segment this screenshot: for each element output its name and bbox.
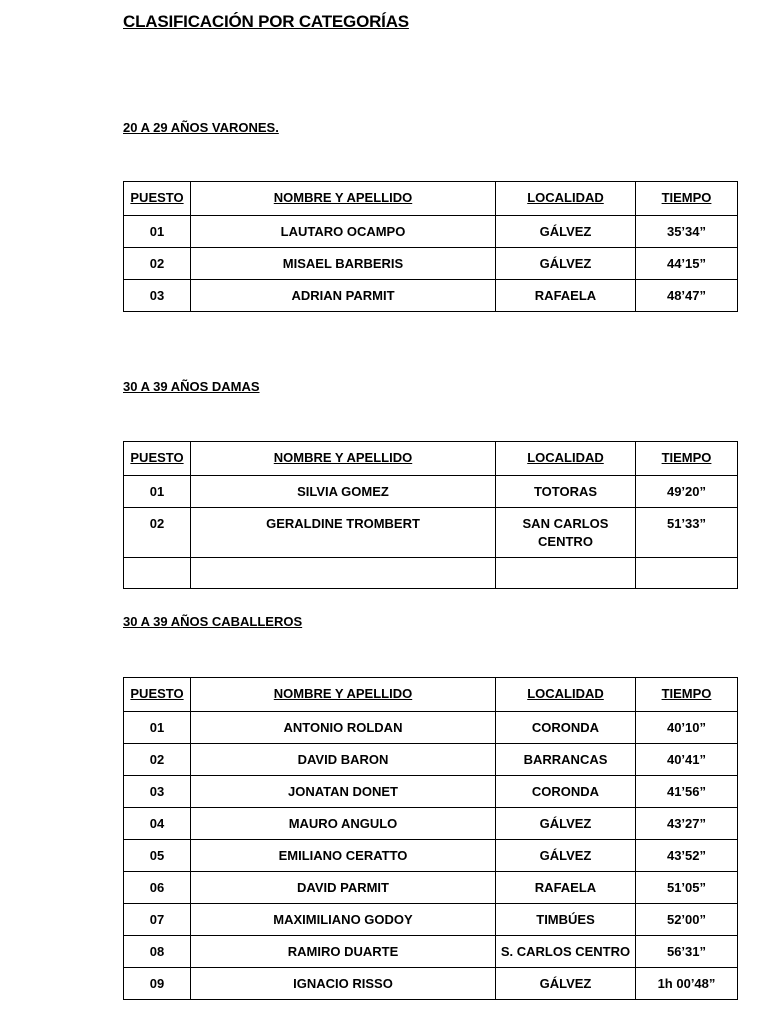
cell-nombre: MAXIMILIANO GODOY <box>191 904 496 936</box>
cell-localidad: TIMBÚES <box>496 904 636 936</box>
cell-nombre: IGNACIO RISSO <box>191 968 496 1000</box>
page-title: CLASIFICACIÓN POR CATEGORÍAS <box>123 12 409 31</box>
cell-nombre: DAVID PARMIT <box>191 872 496 904</box>
cell-localidad: GÁLVEZ <box>496 808 636 840</box>
cell-localidad: GÁLVEZ <box>496 216 636 248</box>
section-title-30-39-damas: 30 A 39 AÑOS DAMAS <box>123 379 260 394</box>
cell-localidad <box>496 558 636 589</box>
table-row <box>124 968 738 1000</box>
column-header-puesto: PUESTO <box>124 442 191 476</box>
cell-localidad: BARRANCAS <box>496 744 636 776</box>
cell-puesto: 01 <box>124 712 191 744</box>
cell-tiempo: 44’15” <box>636 248 738 280</box>
cell-localidad: CORONDA <box>496 712 636 744</box>
column-header-tiempo: TIEMPO <box>636 678 738 712</box>
cell-nombre: JONATAN DONET <box>191 776 496 808</box>
cell-nombre: ADRIAN PARMIT <box>191 280 496 312</box>
cell-puesto: 01 <box>124 476 191 508</box>
cell-localidad: TOTORAS <box>496 476 636 508</box>
cell-puesto: 03 <box>124 280 191 312</box>
table-row <box>124 936 738 968</box>
cell-nombre: RAMIRO DUARTE <box>191 936 496 968</box>
table-row <box>124 808 738 840</box>
table-row-empty <box>124 558 738 589</box>
cell-localidad: S. CARLOS CENTRO <box>496 936 636 968</box>
cell-localidad: GÁLVEZ <box>496 840 636 872</box>
cell-nombre <box>191 558 496 589</box>
cell-tiempo: 43’52” <box>636 840 738 872</box>
column-header-puesto: PUESTO <box>124 678 191 712</box>
table-row <box>124 280 738 312</box>
cell-localidad: SAN CARLOS CENTRO <box>496 508 636 558</box>
cell-localidad: CORONDA <box>496 776 636 808</box>
cell-localidad: GÁLVEZ <box>496 968 636 1000</box>
table-row <box>124 216 738 248</box>
table-row <box>124 476 738 508</box>
table-header-row <box>124 678 738 712</box>
cell-tiempo: 56’31” <box>636 936 738 968</box>
cell-tiempo: 1h 00’48” <box>636 968 738 1000</box>
cell-nombre: ANTONIO ROLDAN <box>191 712 496 744</box>
table-header-row <box>124 182 738 216</box>
cell-puesto: 04 <box>124 808 191 840</box>
cell-puesto: 05 <box>124 840 191 872</box>
section-title-30-39-caballeros: 30 A 39 AÑOS CABALLEROS <box>123 614 303 629</box>
results-table-30-39-damas <box>123 441 738 589</box>
column-header-localidad: LOCALIDAD <box>496 182 636 216</box>
cell-tiempo: 40’10” <box>636 712 738 744</box>
cell-localidad: RAFAELA <box>496 280 636 312</box>
cell-localidad: GÁLVEZ <box>496 248 636 280</box>
cell-tiempo: 48’47” <box>636 280 738 312</box>
cell-puesto: 06 <box>124 872 191 904</box>
column-header-tiempo: TIEMPO <box>636 182 738 216</box>
cell-nombre: LAUTARO OCAMPO <box>191 216 496 248</box>
cell-nombre: MISAEL BARBERIS <box>191 248 496 280</box>
cell-tiempo: 49’20” <box>636 476 738 508</box>
column-header-nombre: NOMBRE Y APELLIDO <box>191 182 496 216</box>
cell-puesto: 03 <box>124 776 191 808</box>
cell-tiempo: 41’56” <box>636 776 738 808</box>
cell-puesto: 09 <box>124 968 191 1000</box>
results-table-30-39-caballeros <box>123 677 738 1000</box>
cell-tiempo: 35’34” <box>636 216 738 248</box>
table-header-row <box>124 442 738 476</box>
column-header-puesto: PUESTO <box>124 182 191 216</box>
section-title-20-29-varones: 20 A 29 AÑOS VARONES. <box>123 120 279 135</box>
cell-nombre: DAVID BARON <box>191 744 496 776</box>
cell-puesto: 07 <box>124 904 191 936</box>
column-header-localidad: LOCALIDAD <box>496 442 636 476</box>
cell-puesto: 02 <box>124 508 191 558</box>
table-row <box>124 248 738 280</box>
cell-tiempo: 51’05” <box>636 872 738 904</box>
cell-tiempo <box>636 558 738 589</box>
cell-nombre: MAURO ANGULO <box>191 808 496 840</box>
table-row <box>124 872 738 904</box>
cell-puesto: 02 <box>124 248 191 280</box>
cell-nombre: EMILIANO CERATTO <box>191 840 496 872</box>
results-table-20-29-varones <box>123 181 738 312</box>
table-row <box>124 840 738 872</box>
column-header-tiempo: TIEMPO <box>636 442 738 476</box>
table-row <box>124 776 738 808</box>
cell-puesto: 01 <box>124 216 191 248</box>
cell-puesto <box>124 558 191 589</box>
table-row <box>124 904 738 936</box>
cell-nombre: GERALDINE TROMBERT <box>191 508 496 558</box>
column-header-nombre: NOMBRE Y APELLIDO <box>191 442 496 476</box>
table-row <box>124 508 738 558</box>
table-row <box>124 712 738 744</box>
cell-localidad: RAFAELA <box>496 872 636 904</box>
cell-nombre: SILVIA GOMEZ <box>191 476 496 508</box>
cell-tiempo: 40’41” <box>636 744 738 776</box>
column-header-localidad: LOCALIDAD <box>496 678 636 712</box>
cell-tiempo: 52’00” <box>636 904 738 936</box>
table-row <box>124 744 738 776</box>
column-header-nombre: NOMBRE Y APELLIDO <box>191 678 496 712</box>
cell-puesto: 02 <box>124 744 191 776</box>
cell-tiempo: 43’27” <box>636 808 738 840</box>
cell-tiempo: 51’33” <box>636 508 738 558</box>
cell-puesto: 08 <box>124 936 191 968</box>
